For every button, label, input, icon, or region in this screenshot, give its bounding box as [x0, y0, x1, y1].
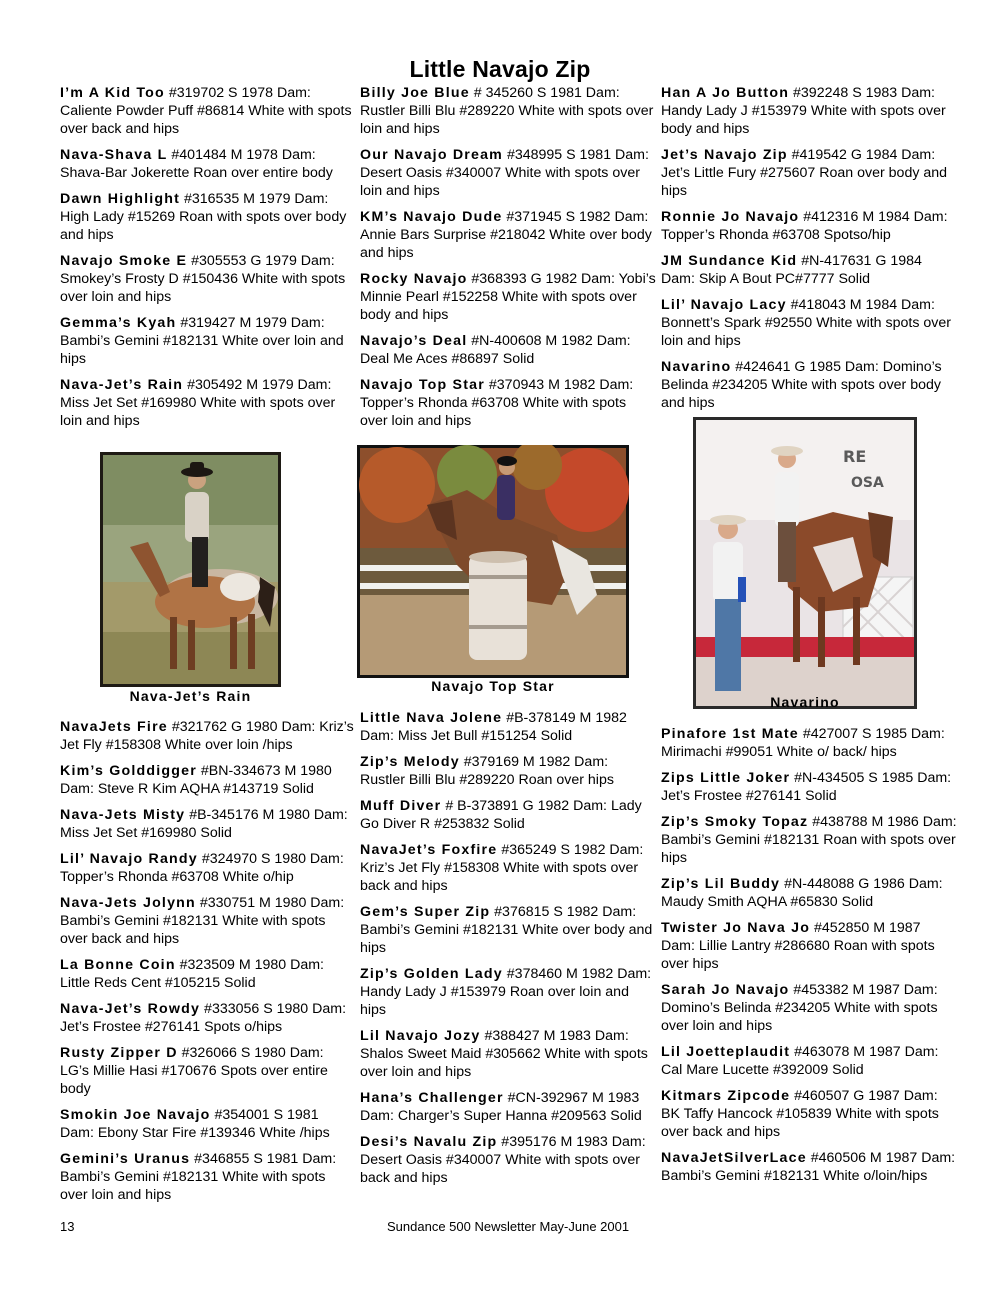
horse-details: #305553 G 1979 Dam: Smokey’s Frosty D #150436 White with spots over loin and hips [60, 253, 346, 305]
photo-navarino [693, 417, 917, 709]
horse-details: #379169 M 1982 Dam: Rustler Billi Blu #289220 Roan over hips [360, 754, 614, 788]
horse-entry [661, 146, 957, 200]
horse-name: Lil’ Navajo Lacy [661, 297, 787, 313]
horse-name: Lil Joetteplaudit [661, 1044, 791, 1060]
horse-details: #N-417631 G 1984 Dam: Skip A Bout PC#7777 Solid [661, 253, 922, 287]
page-title: Little Navajo Zip [409, 56, 591, 82]
horse-name: Our Navajo Dream [360, 147, 503, 163]
horse-details: #348995 S 1981 Dam: Desert Oasis #340007 White with spots over loin and hips [360, 147, 649, 199]
horse-name: I’m A Kid Too [60, 85, 165, 101]
horse-name: Nava-Jet’s Rain [60, 377, 184, 393]
photo-barrel-racing [357, 445, 629, 678]
horse-entry [360, 84, 656, 138]
photo-nava-jets-rain [100, 452, 281, 687]
horse-entry [360, 841, 656, 895]
horse-entry [661, 252, 957, 288]
horse-entry [60, 1106, 356, 1142]
horse-details: #438788 M 1986 Dam: Bambi’s Gemini #182131 Roan with spots over hips [661, 814, 957, 866]
column-2-top [360, 84, 656, 438]
horse-entry [661, 84, 957, 138]
horse-details: #365249 S 1982 Dam: Kriz’s Jet Fly #158308 White with spots over back and hips [360, 842, 644, 894]
horse-details: #326066 S 1980 Dam: LG’s Millie Hasi #170676 Spots over entire body [60, 1045, 328, 1097]
horse-name: Rocky Navajo [360, 271, 468, 287]
horse-details: #424641 G 1985 Dam: Domino’s Belinda #234205 White with spots over body and hips [661, 359, 942, 411]
horse-name: JM Sundance Kid [661, 253, 798, 269]
horse-entry [661, 919, 957, 973]
horse-name: Gemma’s Kyah [60, 315, 177, 331]
horse-name: Han A Jo Button [661, 85, 790, 101]
horse-details: #368393 G 1982 Dam: Yobi’s Minnie Pearl #152258 White with spots over body and hips [360, 271, 656, 323]
horse-details: #427007 S 1985 Dam: Mirimachi #99051 White o/ back/ hips [661, 726, 945, 760]
horse-details: #B-345176 M 1980 Dam: Miss Jet Set #169980 Solid [60, 807, 348, 841]
horse-details: #418043 M 1984 Dam: Bonnett’s Spark #92550 White with spots over loin and hips [661, 297, 951, 349]
horse-name: La Bonne Coin [60, 957, 176, 973]
horse-details: #392248 S 1983 Dam: Handy Lady J #153979 White with spots over body and hips [661, 85, 946, 137]
horse-details: #401484 M 1978 Dam: Shava-Bar Jokerette Roan over entire body [60, 147, 333, 181]
horse-details: #395176 M 1983 Dam: Desert Oasis #340007 White with spots over back and hips [360, 1134, 646, 1186]
horse-entry [661, 208, 957, 244]
horse-details: #323509 M 1980 Dam: Little Reds Cent #105215 Solid [60, 957, 324, 991]
horse-entry [661, 358, 957, 412]
horse-name: Rusty Zipper D [60, 1045, 178, 1061]
horse-details: #319427 M 1979 Dam: Bambi’s Gemini #182131 White over loin and hips [60, 315, 344, 367]
horse-name: NavaJets Fire [60, 719, 168, 735]
horse-details: # 345260 S 1981 Dam: Rustler Billi Blu #289220 White with spots over loin and hips [360, 85, 654, 137]
horse-name: Kitmars Zipcode [661, 1088, 791, 1104]
horse-entry [360, 332, 656, 368]
horse-entry [60, 1150, 356, 1204]
horse-name: Sarah Jo Navajo [661, 982, 790, 998]
horse-entry [360, 797, 656, 833]
banner-text: RE [843, 447, 867, 466]
horse-name: Zip’s Melody [360, 754, 460, 770]
horse-details: #346855 S 1981 Dam: Bambi’s Gemini #182131 White with spots over loin and hips [60, 1151, 337, 1203]
photo-caption: Navajo Top Star [431, 678, 555, 694]
horse-details: #453382 M 1987 Dam: Domino’s Belinda #234205 White with spots over loin and hips [661, 982, 938, 1034]
column-2-bottom [360, 709, 656, 1195]
horse-entry [60, 850, 356, 886]
horse-name: NavaJet’s Foxfire [360, 842, 498, 858]
horse-details: #B-378149 M 1982 Dam: Miss Jet Bull #151254 Solid [360, 710, 627, 744]
horse-details: #452850 M 1987 Dam: Lillie Lantry #286680 Roan with spots over hips [661, 920, 935, 972]
photo-caption: Nava-Jet’s Rain [129, 688, 252, 704]
horse-entry [661, 1149, 957, 1185]
horse-details: #333056 S 1980 Dam: Jet’s Frostee #276141 Spots o/hips [60, 1001, 347, 1035]
horse-entry [60, 762, 356, 798]
horse-name: Lil’ Navajo Randy [60, 851, 198, 867]
publication-footer: Sundance 500 Newsletter May-June 2001 [387, 1219, 630, 1234]
horse-entry [60, 190, 356, 244]
horse-name: KM’s Navajo Dude [360, 209, 503, 225]
column-3-bottom [661, 725, 957, 1193]
horse-entry [360, 270, 656, 324]
photo-navajo-top-star [357, 445, 629, 678]
horse-name: NavaJetSilverLace [661, 1150, 807, 1166]
horse-name: Ronnie Jo Navajo [661, 209, 800, 225]
horse-entry [661, 725, 957, 761]
horse-details: #354001 S 1981 Dam: Ebony Star Fire #139346 White /hips [60, 1107, 330, 1141]
horse-name: Smokin Joe Navajo [60, 1107, 211, 1123]
horse-details: #330751 M 1980 Dam: Bambi’s Gemini #182131 White with spots over back and hips [60, 895, 345, 947]
horse-details: #376815 S 1982 Dam: Bambi’s Gemini #182131 White over body and hips [360, 904, 653, 956]
horse-name: Muff Diver [360, 798, 442, 814]
horse-entry [360, 709, 656, 745]
horse-entry [661, 1043, 957, 1079]
horse-details: #N-400608 M 1982 Dam: Deal Me Aces #86897 Solid [360, 333, 631, 367]
horse-details: #319702 S 1978 Dam: Caliente Powder Puff #86814 White with spots over back and hips [60, 85, 352, 137]
horse-name: Zips Little Joker [661, 770, 791, 786]
horse-name: Jet’s Navajo Zip [661, 147, 788, 163]
horse-name: Gem’s Super Zip [360, 904, 491, 920]
horse-entry [60, 894, 356, 948]
horse-name: Zip’s Golden Lady [360, 966, 503, 982]
horse-entry [360, 1089, 656, 1125]
horse-name: Billy Joe Blue [360, 85, 470, 101]
horse-name: Nava-Shava L [60, 147, 168, 163]
horse-details: #412316 M 1984 Dam: Topper’s Rhonda #63708 Spotso/hip [661, 209, 948, 243]
horse-name: Navajo Smoke E [60, 253, 188, 269]
horse-entry [60, 1044, 356, 1098]
horse-entry [60, 146, 356, 182]
horse-entry [60, 1000, 356, 1036]
horse-name: Nava-Jets Jolynn [60, 895, 196, 911]
horse-details: # B-373891 G 1982 Dam: Lady Go Diver R #253832 Solid [360, 798, 642, 832]
horse-entry [60, 314, 356, 368]
horse-name: Nava-Jets Misty [60, 807, 186, 823]
photo-show-win [693, 417, 917, 709]
horse-details: #370943 M 1982 Dam: Topper’s Rhonda #63708 White with spots over loin and hips [360, 377, 634, 429]
horse-name: Dawn Highlight [60, 191, 181, 207]
horse-entry [60, 252, 356, 306]
horse-details: #388427 M 1983 Dam: Shalos Sweet Maid #305662 White with spots over loin and hips [360, 1028, 648, 1080]
horse-entry [661, 875, 957, 911]
banner-text: OSA [851, 475, 884, 491]
horse-entry [360, 965, 656, 1019]
horse-name: Navajo Top Star [360, 377, 485, 393]
horse-entry [360, 903, 656, 957]
horse-name: Little Nava Jolene [360, 710, 503, 726]
horse-entry [60, 376, 356, 430]
column-1-bottom [60, 718, 356, 1212]
horse-details: #316535 M 1979 Dam: High Lady #15269 Roan with spots over body and hips [60, 191, 347, 243]
column-1-top [60, 84, 356, 438]
horse-entry [360, 1027, 656, 1081]
horse-entry [661, 981, 957, 1035]
horse-details: #460506 M 1987 Dam: Bambi’s Gemini #182131 White o/loin/hips [661, 1150, 956, 1184]
horse-entry [360, 1133, 656, 1187]
horse-entry [60, 956, 356, 992]
horse-details: #378460 M 1982 Dam: Handy Lady J #153979 Roan over loin and hips [360, 966, 652, 1018]
column-3-top [661, 84, 957, 420]
horse-entry [60, 718, 356, 754]
horse-details: #463078 M 1987 Dam: Cal Mare Lucette #392009 Solid [661, 1044, 939, 1078]
horse-name: Hana’s Challenger [360, 1090, 504, 1106]
horse-details: #BN-334673 M 1980 Dam: Steve R Kim AQHA #143719 Solid [60, 763, 332, 797]
horse-details: #305492 M 1979 Dam: Miss Jet Set #169980 White with spots over loin and hips [60, 377, 336, 429]
horse-name: Twister Jo Nava Jo [661, 920, 811, 936]
horse-name: Navajo’s Deal [360, 333, 468, 349]
horse-entry [60, 84, 356, 138]
horse-entry [360, 753, 656, 789]
horse-name: Kim’s Golddigger [60, 763, 197, 779]
horse-details: #N-434505 S 1985 Dam: Jet’s Frostee #276141 Solid [661, 770, 952, 804]
horse-details: #N-448088 G 1986 Dam: Maudy Smith AQHA #65830 Solid [661, 876, 943, 910]
horse-entry [661, 296, 957, 350]
horse-entry [360, 146, 656, 200]
horse-name: Navarino [661, 359, 732, 375]
photo-caption: Navarino [770, 694, 840, 710]
horse-details: #324970 S 1980 Dam: Topper’s Rhonda #63708 White o/hip [60, 851, 344, 885]
horse-details: #419542 G 1984 Dam: Jet’s Little Fury #275607 Roan over body and hips [661, 147, 948, 199]
horse-details: #321762 G 1980 Dam: Kriz’s Jet Fly #158308 White over loin /hips [60, 719, 354, 753]
horse-entry [661, 769, 957, 805]
horse-name: Zip’s Smoky Topaz [661, 814, 809, 830]
horse-details: #CN-392967 M 1983 Dam: Charger’s Super Hanna #209563 Solid [360, 1090, 642, 1124]
horse-entry [661, 813, 957, 867]
page-number: 13 [60, 1219, 75, 1234]
horse-name: Lil Navajo Jozy [360, 1028, 481, 1044]
horse-entry [360, 208, 656, 262]
horse-entry [360, 376, 656, 430]
horse-name: Desi’s Navalu Zip [360, 1134, 498, 1150]
horse-details: #460507 G 1987 Dam: BK Taffy Hancock #105839 White with spots over back and hips [661, 1088, 939, 1140]
horse-name: Gemini’s Uranus [60, 1151, 191, 1167]
horse-entry [661, 1087, 957, 1141]
horse-name: Nava-Jet’s Rowdy [60, 1001, 201, 1017]
horse-name: Pinafore 1st Mate [661, 726, 799, 742]
horse-details: #371945 S 1982 Dam: Annie Bars Surprise #218042 White over body and hips [360, 209, 652, 261]
horse-name: Zip’s Lil Buddy [661, 876, 781, 892]
photo-horse-rider-field [100, 452, 281, 687]
horse-entry [60, 806, 356, 842]
